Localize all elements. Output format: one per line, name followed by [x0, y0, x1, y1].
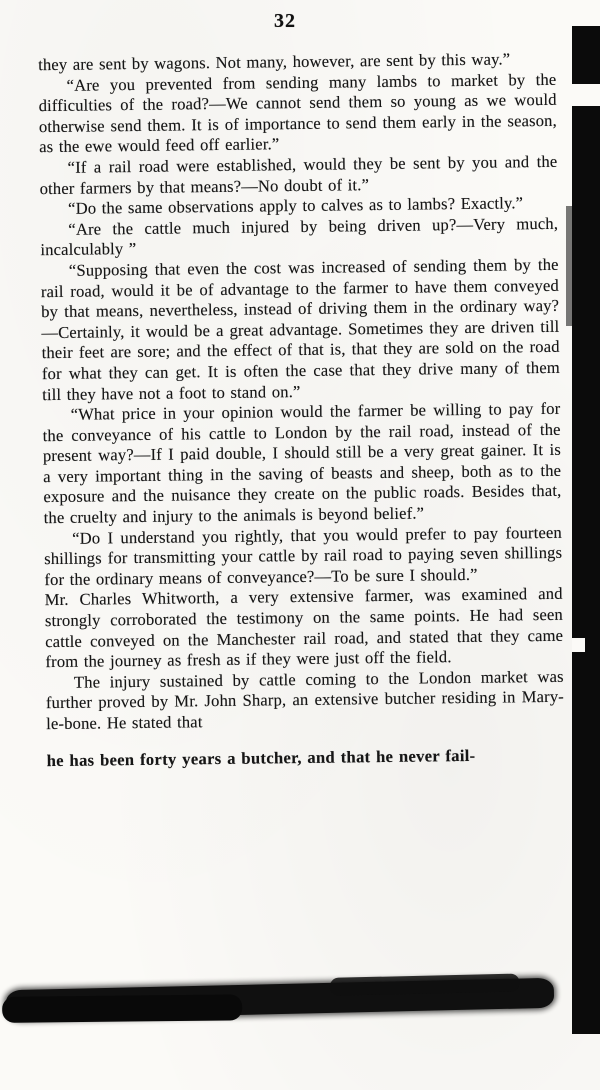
scan-edge-gap	[572, 84, 600, 106]
ink-smudge-artifact	[6, 978, 555, 1020]
paragraph: “Are you prevented from sending many lambs to market by the difficulties of the road?—We cannot send them so young as we would otherwise send them. It is of importance to send them early in the season, as the ewe would feed off earlier.”	[38, 69, 557, 157]
paragraph-continuation: they are sent by wagons. Not many, however, are sent by this way.”	[38, 49, 511, 75]
paragraph: “If a rail road were established, would they be sent by you and the other farmers by that means?—No doubt of it.”	[39, 151, 558, 198]
scan-edge-artifact	[572, 26, 600, 1034]
paragraph: “Are the cattle much injured by being driven up?—Very much, incalculably ”	[40, 213, 559, 260]
page-number: 32	[274, 10, 296, 32]
scan-edge-gap	[572, 638, 585, 652]
paragraph: “Do I understand you rightly, that you would prefer to pay fourteen shillings for transmitting your cattle by rail road to paying seven shillings for the ordinary means of conveyance?—To be sure I should.”	[44, 522, 563, 589]
paragraph: The injury sustained by cattle coming to the London market was further proved by Mr. John Sharp, an extensive butcher residing in Mary-le-bone. He stated that	[45, 666, 565, 734]
paragraph: “What price in your opinion would the farmer be willing to pay for the conveyance of his cattle to London by the rail road, instead of the present way?—If I paid double, I should still be a very great gainer. It is a very important thing in the saving of beasts and sheep, both as to the exposure and the nuisance they create on the public roads. Besides that, the cruelty and injury to the animals is beyond belief.”	[42, 398, 562, 528]
paragraph: Mr. Charles Whitworth, a very extensive farmer, was examined and strongly corroborated the testimony on the same points. He had seen cattle conveyed on the Manchester rail road, and stated that they came from the journey as fresh as if they were just off the field.	[44, 584, 564, 672]
paragraph-bold-last-line: he has been forty years a butcher, and that he never fail-	[46, 745, 476, 770]
paragraph: “Do the same observations apply to calves as to lambs? Exactly.”	[67, 193, 524, 218]
paragraph: “Supposing that even the cost was increased of sending them by the rail road, would it be of advantage to the farmer to have them conveyed by that means, nevertheless, instead of driving them in the ordinary way?—Certainly, it would be a great advantage. Sometimes they are driven till their feet are sore; and the effect of that is, that they are sold on the road for what they can get. It is often the case that they drive many of them till they have not a foot to stand on.”	[40, 254, 560, 404]
page-text	[38, 49, 565, 771]
